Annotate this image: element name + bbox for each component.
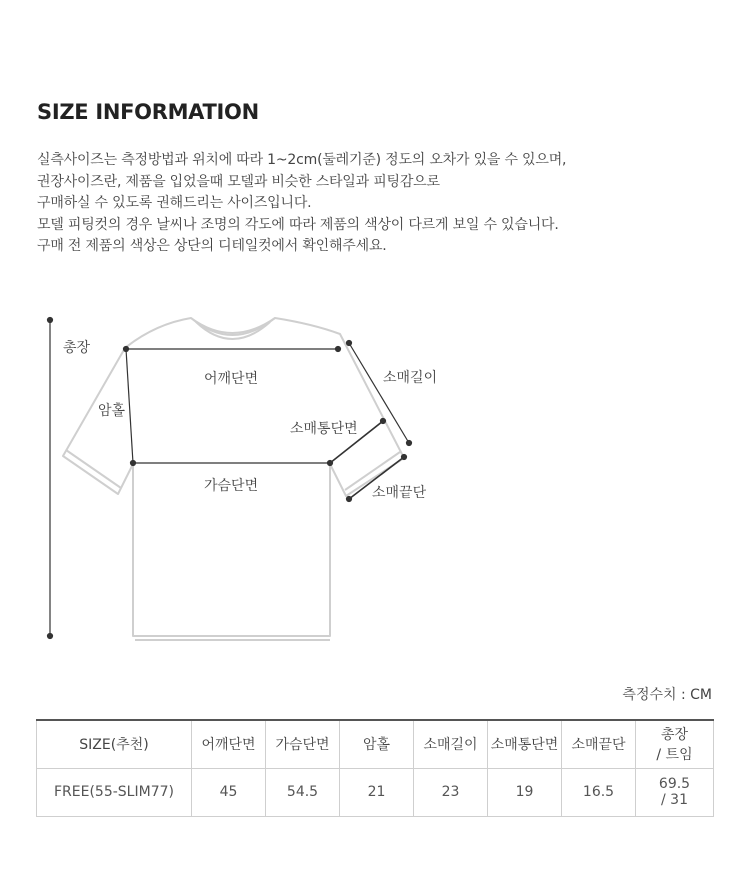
header-sleeve-width: 소매통단면 (488, 720, 562, 768)
notice-line: 권장사이즈란, 제품을 입었을때 모델과 비슷한 스타일과 피팅감으로 (37, 173, 440, 190)
cell-chest: 54.5 (266, 768, 340, 816)
cell-armhole: 21 (340, 768, 414, 816)
label-sleeve-length: 소매길이 (383, 370, 438, 386)
cell-shoulder: 45 (192, 768, 266, 816)
cell-length-slit (636, 768, 714, 816)
label-armhole: 암홀 (98, 403, 126, 419)
size-diagram (0, 300, 750, 660)
notice-line: 구매 전 제품의 색상은 상단의 디테일컷에서 확인해주세요. (37, 238, 387, 254)
header-shoulder: 어깨단면 (192, 720, 266, 768)
notice-line: 구매하실 수 있도록 권해드리는 사이즈입니다. (37, 195, 312, 211)
header-chest: 가슴단면 (266, 720, 340, 768)
cell-sleeve-hem: 16.5 (562, 768, 636, 816)
page-title: SIZE INFORMATION (37, 100, 259, 124)
label-total-length: 총장 (63, 340, 91, 356)
cell-length: 69.5 (658, 776, 691, 792)
header-armhole: 암홀 (340, 720, 414, 768)
header-slit: / 트임 (656, 747, 693, 764)
size-table (36, 719, 714, 817)
notice-line: 실측사이즈는 측정방법과 위치에 따라 1~2cm(둘레기준) 정도의 오차가 있을 수 있으며, (37, 152, 567, 168)
header-length-slit (636, 720, 714, 768)
table-row (37, 768, 714, 816)
label-sleeve-width: 소매통단면 (290, 421, 358, 437)
cell-sleeve-width: 19 (488, 768, 562, 816)
label-sleeve-hem: 소매끝단 (372, 485, 427, 501)
cell-sleeve-length: 23 (414, 768, 488, 816)
cell-slit: / 31 (661, 792, 688, 808)
cell-size: FREE(55-SLIM77) (37, 768, 192, 816)
notice-line: 모델 피팅컷의 경우 날씨나 조명의 각도에 따라 제품의 색상이 다르게 보일 수 있습니다. (37, 216, 559, 233)
size-notice (37, 150, 717, 258)
header-size: SIZE(추천) (37, 720, 192, 768)
table-header-row (37, 720, 714, 768)
header-sleeve-hem: 소매끝단 (562, 720, 636, 768)
header-sleeve-length: 소매길이 (414, 720, 488, 768)
unit-note: 측정수치 : CM (622, 687, 712, 703)
header-length: 총장 (660, 727, 689, 744)
label-chest: 가슴단면 (204, 478, 259, 494)
label-shoulder: 어깨단면 (204, 371, 259, 387)
